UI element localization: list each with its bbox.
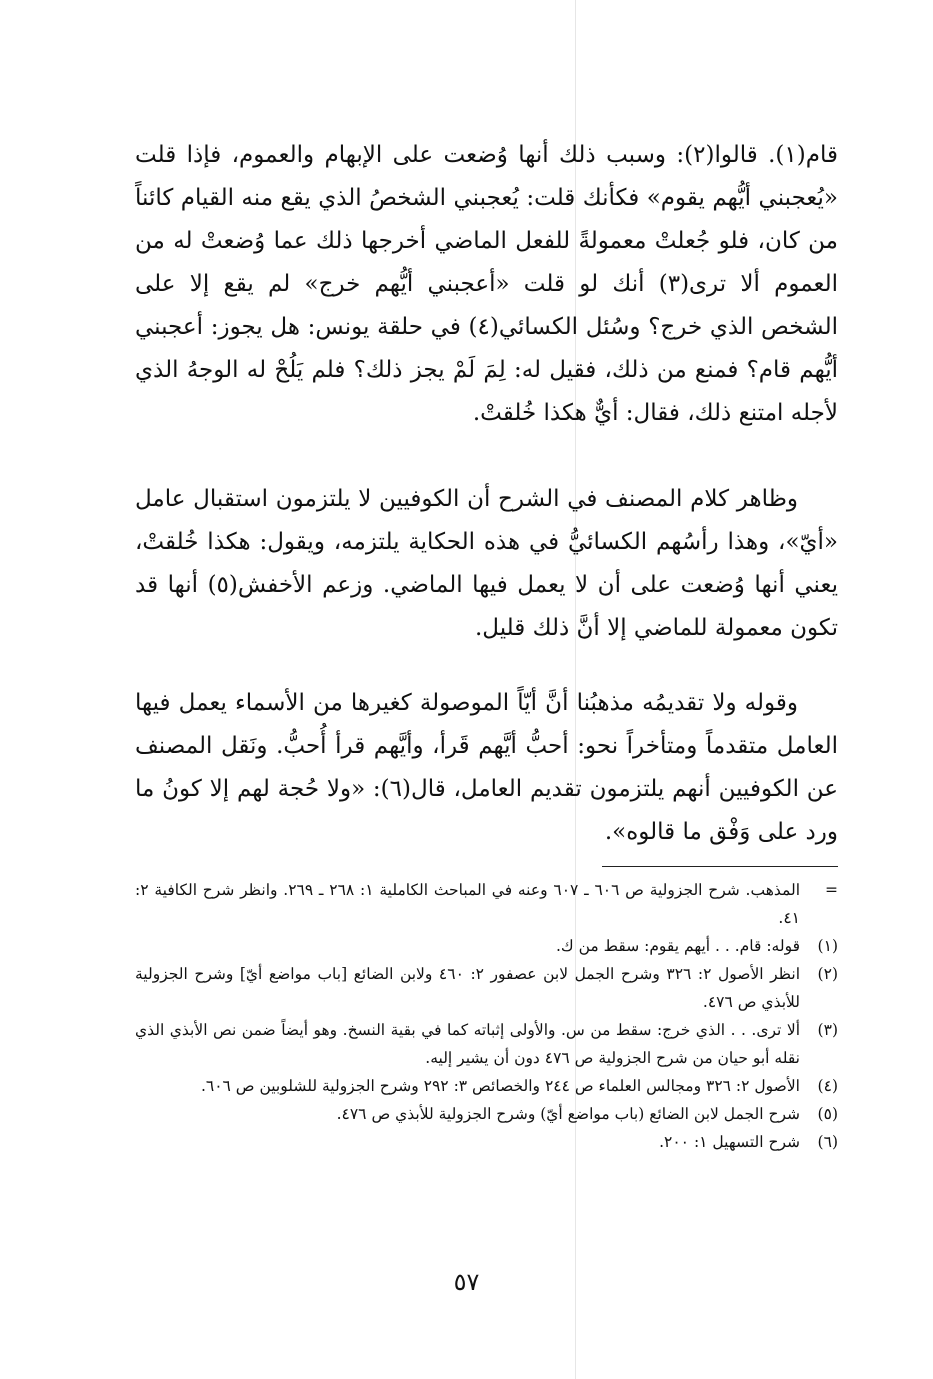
paragraph-text: وظاهر كلام المصنف في الشرح أن الكوفيين لا يلتزمون استقبال عامل «أيّ»، وهذا رأسُهم الكسائيُّ في هذه الحكاية يلتزمه، ويقول: هكذا خُلقتْ، يعني أنها وُضعت على أن لا يعمل فيها الماضي. وزعم الأخفش(٥) أنها قد تكون معمولة للماضي إلا أنَّ ذلك قليل. xyxy=(135,486,838,641)
footnote-5 xyxy=(135,1100,838,1128)
footnotes xyxy=(135,876,838,1156)
footnote-number: (٢) xyxy=(817,965,838,983)
footnote-6 xyxy=(135,1128,838,1156)
page-number: ٥٧ xyxy=(453,1268,480,1296)
footnote-number: (٦) xyxy=(817,1133,838,1151)
footnote-text: انظر الأصول ٢: ٣٢٦ وشرح الجمل لابن عصفور ٢: ٤٦٠ ولابن الضائع [باب مواضع أيّ] وشرح الجزولية للأبذي ص ٤٧٦. xyxy=(135,965,801,1011)
footnote-continuation xyxy=(135,876,838,932)
footnote-text: المذهب. شرح الجزولية ص ٦٠٦ ـ ٦٠٧ وعنه في المباحث الكاملية ١: ٢٦٨ ـ ٢٦٩. وانظر شرح الكافية ٢: ٤١. xyxy=(135,881,800,927)
footnote-1 xyxy=(135,932,838,960)
paragraph-text: قام(١). قالوا(٢): وسبب ذلك أنها وُضعت على الإبهام والعموم، فإذا قلت «يُعجبني أيُّهم يقوم» فكأنك قلت: يُعجبني الشخصُ الذي يقع منه القيام كائناً من كان، فلو جُعلتْ معمولةً للفعل الماضي أخرجها ذلك عما وُضعتْ له من العموم ألا ترى(٣) أنك لو قلت «أعجبني أيُّهم خرج» لم يقع إلا على الشخص الذي خرج؟ وسُئل الكسائي(٤) في حلقة يونس: هل يجوز: أعجبني أيُّهم قام؟ فمنع من ذلك، فقيل له: لِمَ لَمْ يجز ذلك؟ فلم يَلُحْ له الوجهُ الذي لأجله امتنع ذلك، فقال: أيٌّ هكذا خُلقتْ. xyxy=(135,142,839,426)
footnote-number: (٣) xyxy=(817,1021,838,1039)
footnote-number: = xyxy=(825,881,838,899)
footnote-3 xyxy=(135,1016,838,1072)
paragraph-1 xyxy=(135,134,838,435)
paragraph-2 xyxy=(135,478,838,650)
footnote-separator xyxy=(602,866,838,867)
footnote-text: شرح الجمل لابن الضائع (باب مواضع أيّ) وشرح الجزولية للأبذي ص ٤٧٦. xyxy=(336,1105,800,1123)
footnote-2 xyxy=(135,960,838,1016)
paragraph-text: وقوله ولا تقديمُه مذهبُنا أنَّ أيّاً الموصولة كغيرها من الأسماء يعمل فيها العامل متقدماً ومتأخراً نحو: أحبُّ أيَّهم قَرأ، وأيَّهم قرأ أُحبُّ. ونَقل المصنف عن الكوفيين أنهم يلتزمون تقديم العامل، قال(٦): «ولا حُجة لهم إلا كونُ ما ورد على وَفْق ما قالوه». xyxy=(135,690,838,845)
footnote-number: (٥) xyxy=(817,1105,838,1123)
footnote-4 xyxy=(135,1072,838,1100)
footnote-text: شرح التسهيل ١: ٢٠٠. xyxy=(659,1133,800,1151)
paragraph-3 xyxy=(135,682,838,854)
footnote-number: (٤) xyxy=(817,1077,838,1095)
footnote-text: قوله: قام. . . أيهم يقوم: سقط من ك. xyxy=(555,937,800,955)
footnote-text: ألا ترى. . . الذي خرج: سقط من س. والأولى إثباته كما في بقية النسخ. وهو أيضاً ضمن نص الأبذي الذي نقله أبو حيان من شرح الجزولية ص ٤٧٦ دون أن يشير إليه. xyxy=(135,1021,800,1067)
footnote-text: الأصول ٢: ٣٢٦ ومجالس العلماء ص ٢٤٤ والخصائص ٣: ٢٩٢ وشرح الجزولية للشلوبين ص ٦٠٦. xyxy=(200,1077,800,1095)
footnote-number: (١) xyxy=(817,937,838,955)
